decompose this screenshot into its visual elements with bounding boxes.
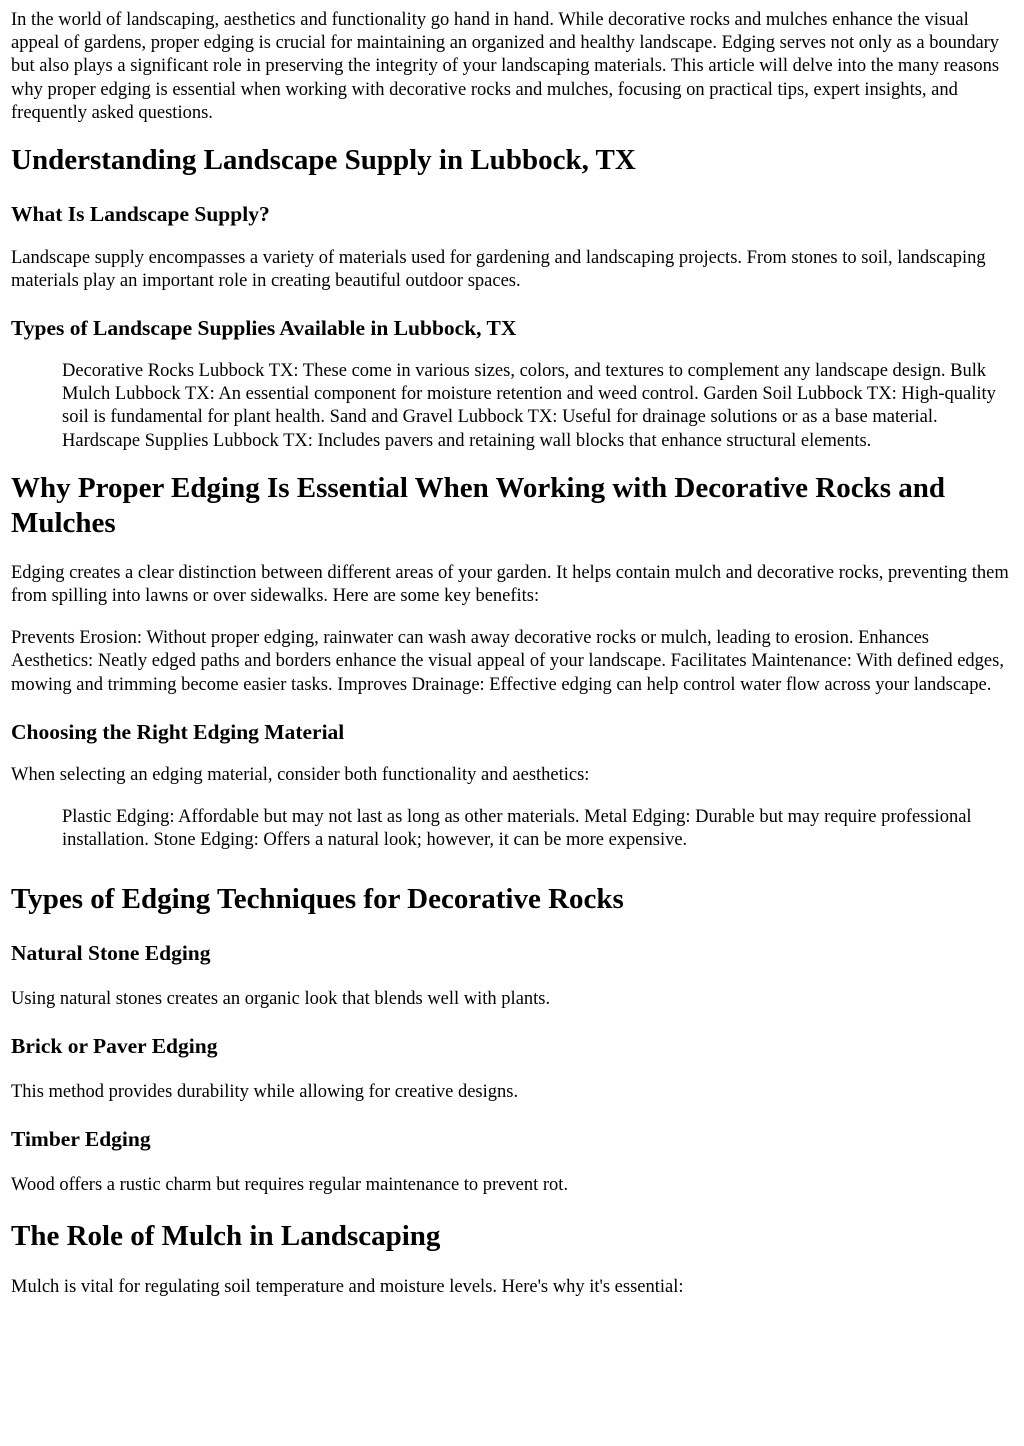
section-heading-landscape-supply: Understanding Landscape Supply in Lubbock, TX	[11, 144, 636, 177]
brick-paver-paragraph: This method provides durability while allowing for creative designs.	[11, 1082, 519, 1103]
subheading-what-is-landscape-supply: What Is Landscape Supply?	[11, 201, 270, 226]
edging-benefits-paragraph: Prevents Erosion: Without proper edging, rainwater can wash away decorative rocks or mulch, leading to erosion. Enhances Aesthetics: Neatly edged paths and borders enhance the visual appeal of your landscape. Facilitates Maintenance: With defined edges, mowing and trimming become easier tasks. Improves Drainage: Effective edging can help control water flow across your landscape.	[11, 628, 1004, 695]
mulch-paragraph: Mulch is vital for regulating soil temperature and moisture levels. Here's why it's essential:	[11, 1276, 684, 1297]
subheading-timber: Timber Edging	[11, 1127, 151, 1152]
subheading-brick-paver: Brick or Paver Edging	[11, 1034, 218, 1059]
supplies-blockquote: Decorative Rocks Lubbock TX: These come in various sizes, colors, and textures to complement any landscape design. Bulk Mulch Lubbock TX: An essential component for moisture retention and weed control. Garden Soil Lubbock TX: High-quality soil is fundamental for plant health. Sand and Gravel Lubbock TX: Useful for drainage solutions or as a base material. Hardscape Supplies Lubbock TX: Includes pavers and retaining wall blocks that enhance structural elements.	[62, 360, 996, 451]
subheading-natural-stone: Natural Stone Edging	[11, 940, 211, 965]
natural-stone-paragraph: Using natural stones creates an organic look that blends well with plants.	[11, 988, 551, 1009]
timber-paragraph: Wood offers a rustic charm but requires regular maintenance to prevent rot.	[11, 1175, 569, 1196]
section-heading-role-of-mulch: The Role of Mulch in Landscaping	[11, 1220, 441, 1253]
materials-blockquote: Plastic Edging: Affordable but may not last as long as other materials. Metal Edging: Durable but may require professional installation. Stone Edging: Offers a natural look; however, it can be more expensive.	[62, 806, 972, 851]
edging-intro-paragraph: Edging creates a clear distinction between different areas of your garden. It helps contain mulch and decorative rocks, preventing them from spilling into lawns or over sidewalks. Here are some key benefits:	[11, 562, 1009, 606]
intro-paragraph: In the world of landscaping, aesthetics and functionality go hand in hand. While decorative rocks and mulches enhance the visual appeal of gardens, proper edging is crucial for maintaining an organized and healthy landscape. Edging serves not only as a boundary but also plays a significant role in preserving the integrity of your landscaping materials. This article will delve into the many reasons why proper edging is essential when working with decorative rocks and mulches, focusing on practical tips, expert insights, and frequently asked questions.	[11, 10, 1000, 123]
choosing-material-paragraph: When selecting an edging material, consider both functionality and aesthetics:	[11, 764, 590, 785]
subheading-choosing-material: Choosing the Right Edging Material	[11, 719, 345, 744]
landscape-supply-paragraph: Landscape supply encompasses a variety of materials used for gardening and landscaping projects. From stones to soil, landscaping materials play an important role in creating beautiful outdoor spaces.	[11, 247, 986, 291]
section-heading-edging-techniques: Types of Edging Techniques for Decorative Rocks	[11, 883, 624, 916]
section-heading-why-edging: Why Proper Edging Is Essential When Working with Decorative Rocks and Mulches	[11, 471, 946, 540]
subheading-types-of-supplies: Types of Landscape Supplies Available in Lubbock, TX	[11, 315, 517, 340]
